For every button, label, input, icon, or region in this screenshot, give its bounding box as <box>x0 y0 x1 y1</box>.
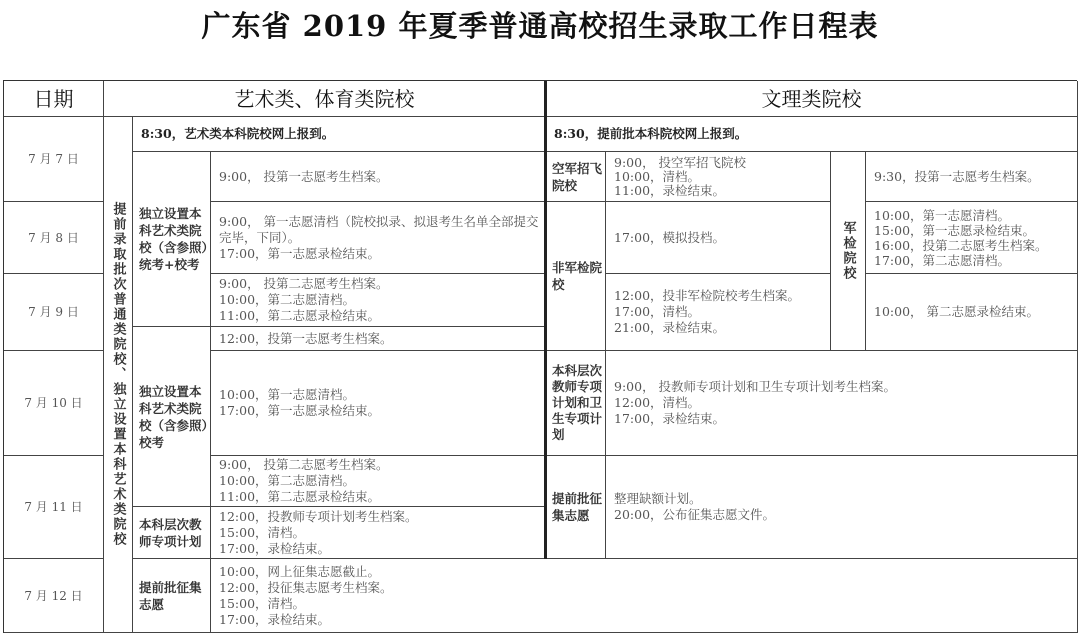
text-line: 9:00， 投第二志愿考生档案。 <box>219 457 389 472</box>
text-line: 17:00，录检结束。 <box>219 611 331 627</box>
text-line: 17:00，第一志愿录检结束。 <box>219 403 381 418</box>
art-row <box>211 274 546 327</box>
sci-air-force: 空军招飞院校 <box>546 152 606 202</box>
text-line: 11:00，第二志愿录检结束。 <box>219 489 381 504</box>
text-line: 16:00，投第二志愿考生档案。 <box>874 237 1048 253</box>
text-line: 9:00， 投空军招飞院校 <box>614 154 747 170</box>
sci-supplement-row <box>606 456 1078 559</box>
text-line: 10:00，网上征集志愿截止。 <box>219 563 381 579</box>
art-row <box>211 559 1078 633</box>
sci-military <box>831 152 866 351</box>
text-line: 9:00， 第一志愿清档（院校拟录、拟退考生名单全部提交完毕，下同）。 <box>219 213 539 245</box>
art-sub-supplement: 提前批征集志愿 <box>133 559 211 633</box>
sci-air-force-row <box>606 152 831 202</box>
art-row <box>211 152 546 202</box>
text-line: 17:00，清档。 <box>614 304 701 319</box>
text-line: 12:00，投第一志愿考生档案。 <box>219 330 393 346</box>
art-row <box>211 202 546 274</box>
sci-military-row <box>866 202 1078 274</box>
art-sub-unified: 独立设置本科艺术类院校（含参照）统考+校考 <box>133 152 211 327</box>
art-sub-teacher: 本科层次教师专项计划 <box>133 507 211 559</box>
art-category-label: 提前录取批次普通类院校、独立设置本科艺术类院校 <box>110 202 126 547</box>
art-registration: 8:30，艺术类本科院校网上报到。 <box>133 117 546 152</box>
text-line: 10:00， 第二志愿录检结束。 <box>874 304 1039 319</box>
text-line: 9:00， 投第二志愿考生档案。 <box>219 276 389 291</box>
text-line: 10:00，第二志愿清档。 <box>219 473 356 488</box>
text-line: 9:00， 投第一志愿考生档案。 <box>219 168 389 184</box>
text-line: 10:00，第一志愿清档。 <box>874 207 1011 223</box>
text-line: 12:00，清档。 <box>614 395 701 410</box>
date-cell: 7 月 10 日 <box>4 351 104 456</box>
text-line: 9:00， 投教师专项计划和卫生专项计划考生档案。 <box>614 379 897 394</box>
text-line: 12:00，投非军检院校考生档案。 <box>614 288 801 303</box>
text-line: 17:00，第一志愿录检结束。 <box>219 245 381 261</box>
sci-military-row <box>866 152 1078 202</box>
text-line: 10:00，第二志愿清档。 <box>219 292 356 307</box>
sci-supplement: 提前批征集志愿 <box>546 456 606 559</box>
sci-military-row <box>866 274 1078 351</box>
sci-non-military: 非军检院校 <box>546 202 606 351</box>
text-line: 15:00，第一志愿录检结束。 <box>874 222 1036 238</box>
sci-registration: 8:30，提前批本科院校网上报到。 <box>546 117 1078 152</box>
page-title: 广东省 2019 年夏季普通高校招生录取工作日程表 <box>201 9 879 43</box>
date-cell: 7 月 12 日 <box>4 559 104 633</box>
header-art: 艺术类、体育类院校 <box>104 81 546 117</box>
art-row <box>211 456 546 507</box>
header-date: 日期 <box>4 81 104 117</box>
art-sub-school: 独立设置本科艺术类院校（含参照）校考 <box>133 327 211 507</box>
text-line: 10:00，清档。 <box>614 168 701 184</box>
date-cell: 7 月 8 日 <box>4 202 104 274</box>
section-divider <box>544 81 547 559</box>
sci-teacher-row <box>606 351 1078 456</box>
text-line: 11:00，第二志愿录检结束。 <box>219 308 381 323</box>
text-line: 12:00，投征集志愿考生档案。 <box>219 579 393 595</box>
art-row <box>211 507 546 559</box>
art-row <box>211 351 546 456</box>
sci-non-military-row <box>606 274 831 351</box>
text-line: 17:00，第二志愿清档。 <box>874 252 1011 268</box>
text-line: 17:00，录检结束。 <box>614 411 726 426</box>
text-line: 21:00，录检结束。 <box>614 320 726 335</box>
text-line: 11:00，录检结束。 <box>614 182 726 198</box>
date-cell: 7 月 9 日 <box>4 274 104 351</box>
text-line: 整理缺额计划。 <box>614 491 702 506</box>
date-cell: 7 月 11 日 <box>4 456 104 559</box>
schedule-table <box>3 80 1077 633</box>
sci-military-label: 军检院校 <box>840 221 856 281</box>
text-line: 17:00，模拟投档。 <box>614 229 726 245</box>
date-cell: 7 月 7 日 <box>4 117 104 202</box>
sci-non-military-row <box>606 202 831 274</box>
text-line: 15:00，清档。 <box>219 524 306 540</box>
text-line: 10:00，第一志愿清档。 <box>219 387 356 402</box>
text-line: 15:00，清档。 <box>219 595 306 611</box>
text-line: 17:00，录检结束。 <box>219 540 331 556</box>
art-category <box>104 117 133 633</box>
art-row <box>211 327 546 351</box>
text-line: 9:30，投第一志愿考生档案。 <box>874 168 1040 184</box>
text-line: 12:00，投教师专项计划考生档案。 <box>219 508 418 524</box>
text-line: 20:00，公布征集志愿文件。 <box>614 507 776 522</box>
header-sci: 文理类院校 <box>546 81 1078 117</box>
sci-teacher: 本科层次教师专项计划和卫生专项计划 <box>546 351 606 456</box>
